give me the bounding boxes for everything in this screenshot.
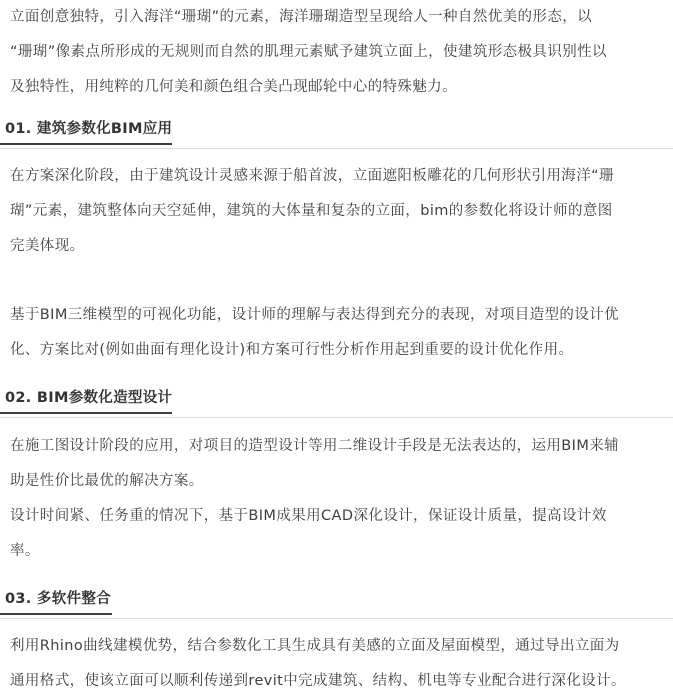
paragraph-line: 通用格式，使该立面可以顺利传递到revit中完成建筑、结构、机电等专业配合进行深化设计。 [10,673,626,689]
heading-underline [0,613,112,615]
intro-line: “珊瑚”像素点所形成的无规则而自然的肌理元素赋予建筑立面上，使建筑形态极具识别性以 [10,44,607,60]
section-01-paragraph-2 [10,298,670,368]
heading-underline [0,143,172,145]
section-heading-text: 02. BIM参数化造型设计 [5,390,173,406]
section-03-paragraph-1 [10,629,670,699]
heading-underline [0,412,172,414]
section-heading-02 [0,383,673,413]
section-divider [0,417,673,418]
paragraph-line: 率。 [10,543,40,559]
section-02-paragraph-1 [10,429,670,569]
paragraph-line: 助是性价比最优的解决方案。 [10,473,204,489]
paragraph-line: 瑚”元素，建筑整体向天空延伸，建筑的大体量和复杂的立面，bim的参数化将设计师的意图 [10,203,613,219]
paragraph-line: 利用Rhino曲线建模优势，结合参数化工具生成具有美感的立面及屋面模型，通过导出立面为 [10,638,620,654]
section-heading-text: 03. 多软件整合 [5,591,111,607]
section-01-paragraph-1 [10,159,670,264]
paragraph-line: 设计时间紧、任务重的情况下，基于BIM成果用CAD深化设计，保证设计质量，提高设计效 [10,508,607,524]
section-divider [0,618,673,619]
section-heading-03 [0,584,673,614]
paragraph-line: 基于BIM三维模型的可视化功能，设计师的理解与表达得到充分的表现，对项目造型的设计优 [10,307,620,323]
paragraph-line: 完美体现。 [10,238,85,254]
paragraph-line: 在施工图设计阶段的应用，对项目的造型设计等用二维设计手段是无法表达的，运用BIM来辅 [10,438,620,454]
intro-line: 及独特性，用纯粹的几何美和颜色组合美凸现邮轮中心的特殊魅力。 [10,79,457,95]
section-divider [0,148,673,149]
paragraph-line: 化、方案比对(例如曲面有理化设计)和方案可行性分析作用起到重要的设计优化作用。 [10,342,574,358]
section-heading-text: 01. 建筑参数化BIM应用 [5,121,173,137]
section-heading-01 [0,114,673,144]
intro-paragraph [10,0,670,105]
intro-line: 立面创意独特，引入海洋“珊瑚”的元素，海洋珊瑚造型呈现给人一种自然优美的形态，以 [10,9,593,25]
paragraph-line: 在方案深化阶段，由于建筑设计灵感来源于船首波，立面遮阳板雕花的几何形状引用海洋“珊 [10,168,614,184]
